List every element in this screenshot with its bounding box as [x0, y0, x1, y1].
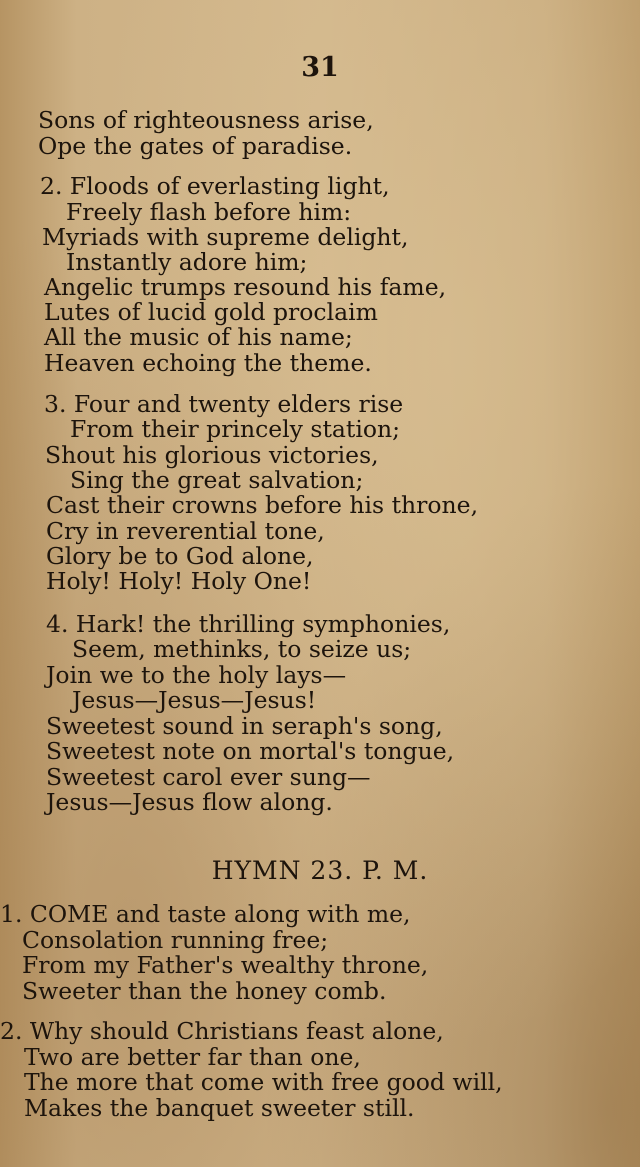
verse-line: Lutes of lucid gold proclaim	[44, 298, 378, 326]
verse-line: Join we to the holy lays—	[46, 661, 347, 689]
verse-line: Jesus—Jesus—Jesus!	[72, 686, 317, 714]
verse-line: Sing the great salvation;	[70, 466, 364, 494]
verse-line: Sweetest carol ever sung—	[46, 763, 371, 791]
verse-line: From their princely station;	[70, 415, 401, 443]
verse-line: 4. Hark! the thrilling symphonies,	[46, 610, 451, 638]
verse-line: Shout his glorious victories,	[45, 441, 379, 469]
verse-line: The more that come with free good will,	[24, 1068, 503, 1096]
verse-line: 1. COME and taste along with me,	[0, 900, 411, 928]
verse-line: Sweeter than the honey comb.	[22, 977, 387, 1005]
verse-line: 2. Floods of everlasting light,	[40, 172, 390, 200]
verse-line: Ope the gates of paradise.	[38, 132, 353, 160]
verse-line: Sons of righteousness arise,	[38, 106, 374, 134]
verse-line: Glory be to God alone,	[46, 542, 314, 570]
verse-line: Holy! Holy! Holy One!	[46, 567, 312, 595]
verse-line: Heaven echoing the theme.	[44, 349, 372, 377]
verse-line: All the music of his name;	[44, 323, 353, 351]
verse-line: Cry in reverential tone,	[46, 517, 325, 545]
hymn-title: HYMN 23. P. M.	[211, 856, 429, 885]
verse-line: 2. Why should Christians feast alone,	[0, 1017, 444, 1045]
verse-line: Myriads with supreme delight,	[42, 223, 409, 251]
verse-line: Seem, methinks, to seize us;	[72, 635, 412, 663]
verse-line: Freely flash before him:	[66, 198, 352, 226]
verse-line: Sweetest sound in seraph's song,	[46, 712, 443, 740]
verse-line: Consolation running free;	[22, 926, 329, 954]
verse-line: From my Father's wealthy throne,	[22, 951, 429, 979]
verse-line: Cast their crowns before his throne,	[46, 491, 479, 519]
verse-line: Makes the banquet sweeter still.	[24, 1094, 415, 1122]
verse-line: Angelic trumps resound his fame,	[44, 273, 447, 301]
verse-line: Jesus—Jesus flow along.	[46, 788, 333, 816]
verse-line: 3. Four and twenty elders rise	[44, 390, 404, 418]
verse-line: Sweetest note on mortal's tongue,	[46, 737, 455, 765]
page-number: 31	[301, 52, 339, 83]
verse-line: Instantly adore him;	[66, 248, 308, 276]
verse-line: Two are better far than one,	[24, 1043, 361, 1071]
